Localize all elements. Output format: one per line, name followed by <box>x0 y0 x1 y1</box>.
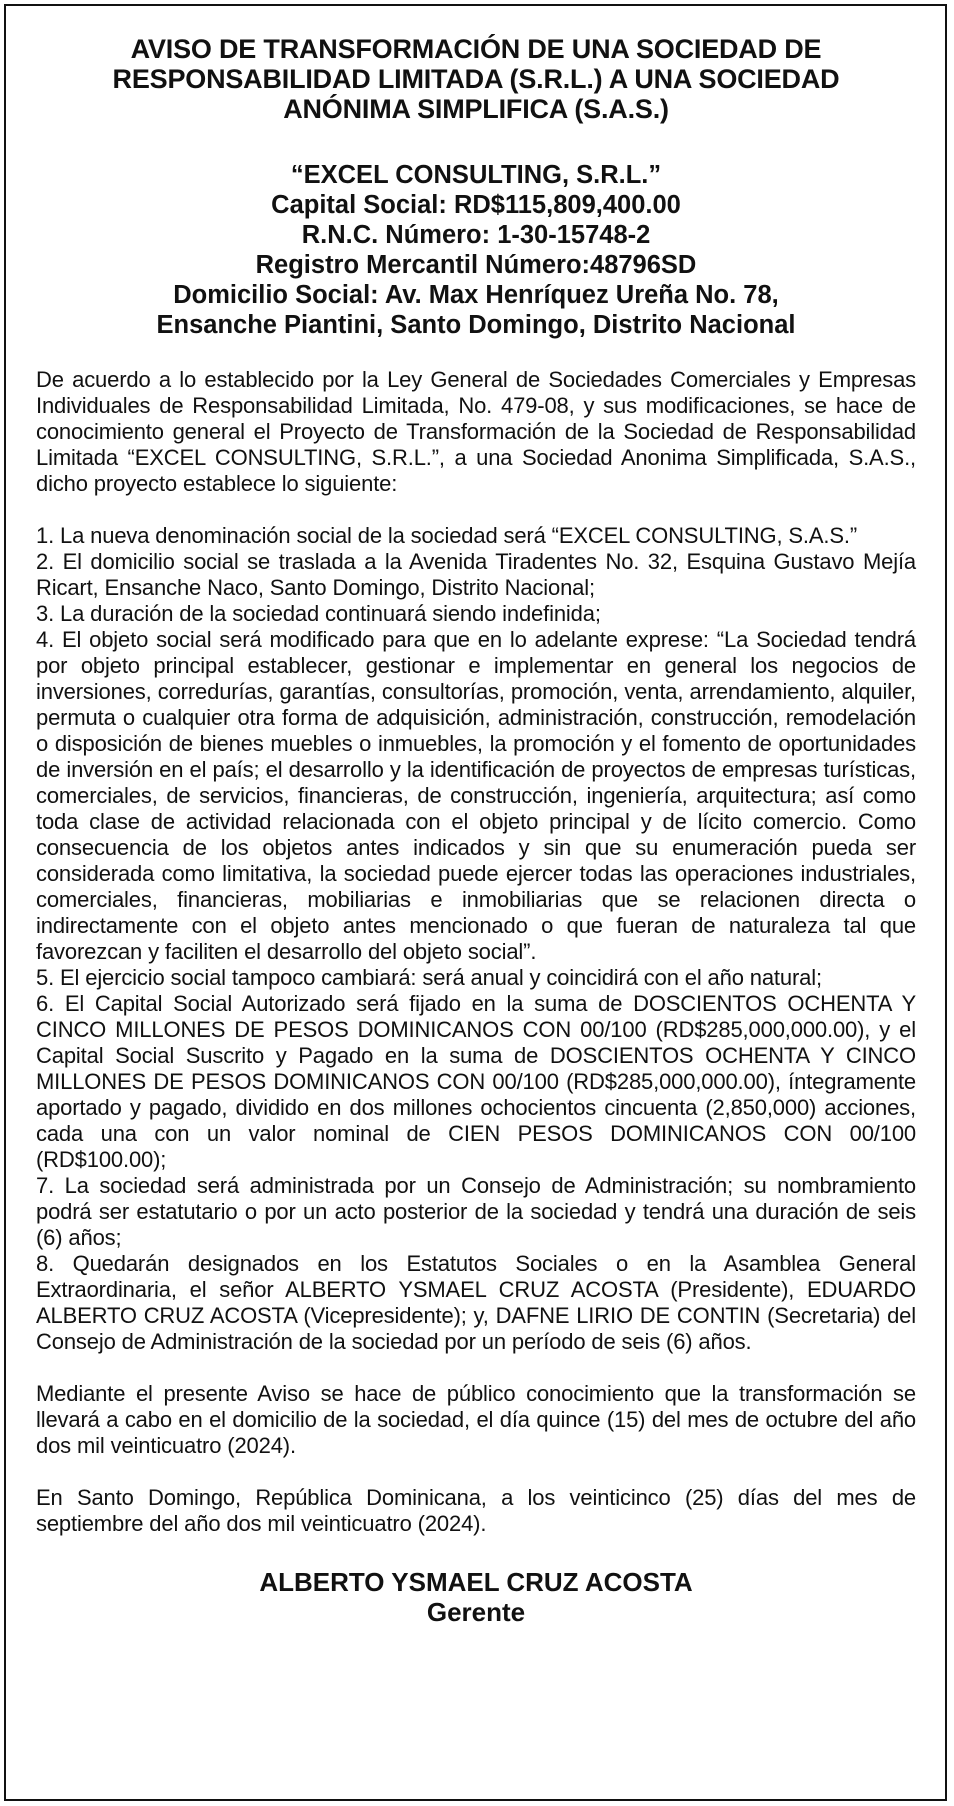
place-date-paragraph: En Santo Domingo, República Dominicana, a los veinticinco (25) días del mes de septiembre del año dos mil veinticuatro (2024). <box>36 1485 916 1536</box>
notice-paragraph: Mediante el presente Aviso se hace de público conocimiento que la transformación se llevará a cabo en el domicilio de la sociedad, el día quince (15) del mes de octubre del año dos mil veinticuatro (2024). <box>36 1381 916 1458</box>
notice-body <box>36 367 916 1537</box>
company-domicilio-line-1: Domicilio Social: Av. Max Henríquez Ureña No. 78, <box>173 281 779 309</box>
title-line-2: RESPONSABILIDAD LIMITADA (S.R.L.) A UNA SOCIEDAD <box>112 64 840 94</box>
provisions-list <box>36 523 916 1355</box>
spacer <box>36 1355 916 1381</box>
company-rnc: R.N.C. Número: 1-30-15748-2 <box>301 221 651 249</box>
list-item: 2. El domicilio social se traslada a la Avenida Tiradentes No. 32, Esquina Gustavo Mejía Ricart, Ensanche Naco, Santo Domingo, Distrito Nacional; <box>36 549 916 600</box>
company-name: “EXCEL CONSULTING, S.R.L.” <box>290 161 662 189</box>
list-item: 8. Quedarán designados en los Estatutos Sociales o en la Asamblea General Extraordinaria, el señor ALBERTO YSMAEL CRUZ ACOSTA (Presidente), EDUARDO ALBERTO CRUZ ACOSTA (Vicepresidente); y, DAFNE LIRIO DE CONTIN (Secretaria) del Consejo de Administración de la sociedad por un período de seis (6) años. <box>36 1251 916 1354</box>
company-info <box>36 160 916 340</box>
list-item: 1. La nueva denominación social de la sociedad será “EXCEL CONSULTING, S.A.S.” <box>36 523 858 548</box>
company-domicilio-line-2: Ensanche Piantini, Santo Domingo, Distrito Nacional <box>156 311 796 339</box>
signature-name: ALBERTO YSMAEL CRUZ ACOSTA <box>259 1567 693 1597</box>
company-capital: Capital Social: RD$115,809,400.00 <box>271 191 681 219</box>
company-registro: Registro Mercantil Número:48796SD <box>255 251 697 279</box>
list-item: 7. La sociedad será administrada por un Consejo de Administración; su nombramiento podrá ser estatutario o por un acto posterior de la sociedad y tendrá una duración de seis (6) años; <box>36 1173 916 1250</box>
signature-block <box>36 1567 916 1627</box>
notice-frame <box>4 4 947 1801</box>
list-item: 6. El Capital Social Autorizado será fijado en la suma de DOSCIENTOS OCHENTA Y CINCO MILLONES DE PESOS DOMINICANOS CON 00/100 (RD$285,000,000.00), y el Capital Social Suscrito y Pagado en la suma de DOSCIENTOS OCHENTA Y CINCO MILLONES DE PESOS DOMINICANOS CON 00/100 (RD$285,000,000.00), íntegramente aportado y pagado, dividido en dos millones ochocientos cincuenta (2,850,000) acciones, cada una con un valor nominal de CIEN PESOS DOMINICANOS CON 00/100 (RD$100.00); <box>36 991 916 1172</box>
signature-role: Gerente <box>426 1597 526 1627</box>
title-line-1: AVISO DE TRANSFORMACIÓN DE UNA SOCIEDAD DE <box>130 34 822 64</box>
notice-title <box>36 34 916 124</box>
spacer <box>36 1459 916 1485</box>
list-item: 5. El ejercicio social tampoco cambiará: será anual y coincidirá con el año natural; <box>36 965 822 990</box>
notice-content <box>36 34 916 1627</box>
intro-paragraph: De acuerdo a lo establecido por la Ley General de Sociedades Comerciales y Empresas Individuales de Responsabilidad Limitada, No. 479-08, y sus modificaciones, se hace de conocimiento general el Proyecto de Transformación de la Sociedad de Responsabilidad Limitada “EXCEL CONSULTING, S.R.L.”, a una Sociedad Anonima Simplificada, S.A.S., dicho proyecto establece lo siguiente: <box>36 367 916 496</box>
list-item: 3. La duración de la sociedad continuará siendo indefinida; <box>36 601 601 626</box>
list-item: 4. El objeto social será modificado para que en lo adelante exprese: “La Sociedad tendrá por objeto principal establecer, gestionar e implementar en general los negocios de inversiones, corredurías, garantías, consultorías, promoción, venta, arrendamiento, alquiler, permuta o cualquier otra forma de adquisición, administración, construcción, remodelación o disposición de bienes muebles o inmuebles, la promoción y el fomento de oportunidades de inversión en el país; el desarrollo y la identificación de proyectos de empresas turísticas, comerciales, de servicios, financieras, de construcción, ingeniería, arquitectura; así como toda clase de actividad relacionada con el objeto principal y de lícito comercio. Como consecuencia de los objetos antes indicados y sin que su enumeración pueda ser considerada como limitativa, la sociedad puede ejercer todas las operaciones industriales, comerciales, financieras, mobiliarias e inmobiliarias que se relacionen directa o indirectamente con el objeto antes mencionado o que fueran de naturaleza tal que favorezcan y faciliten el desarrollo del objeto social”. <box>36 627 916 964</box>
title-line-3: ANÓNIMA SIMPLIFICA (S.A.S.) <box>283 94 669 124</box>
